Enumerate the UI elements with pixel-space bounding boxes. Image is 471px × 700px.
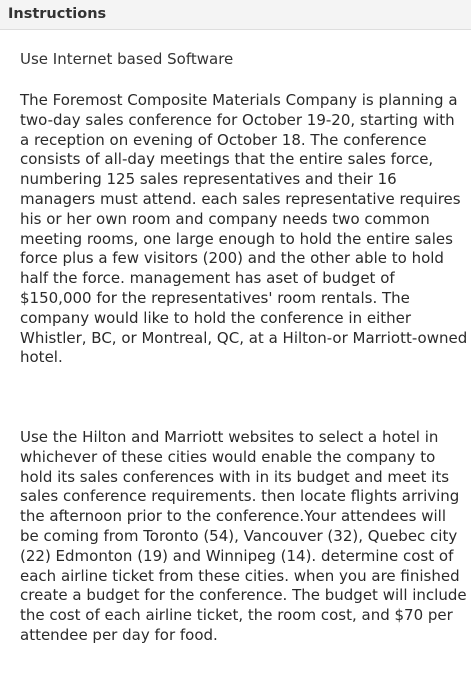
task-instructions-paragraph: Use the Hilton and Marriott websites to select a hotel in whichever of these cities would enable the company to hold its sales conferences with in its budget and meet its sales conference requirements. then locate flights arriving the afternoon prior to the conference.Your attendees will be coming from Toronto (54), Vancouver (32), Quebec city (22) Edmonton (19) and Winnipeg (14). determine cost of each airline ticket from these cities. when you are finished create a budget for the conference. The budget will include the cost of each airline ticket, the room cost, and $70 per attendee per day for food. [20, 428, 467, 644]
instructions-title: Instructions [8, 6, 107, 22]
conference-description-paragraph: The Foremost Composite Materials Company is planning a two-day sales conference for October 19-20, starting with a reception on evening of October 18. The conference consists of all-day meetings that the entire sales force, numbering 125 sales representatives and their 16 managers must attend. each sales representative requires his or her own room and company needs two common meeting rooms, one large enough to hold the entire sales force plus a few visitors (200) and the other able to hold half the force. management has aset of budget of $150,000 for the representatives' room rentals. The company would like to hold the conference in either Whistler, BC, or Montreal, QC, at a Hilton-or Marriott-owned hotel. [20, 91, 468, 367]
software-note: Use Internet based Software [20, 50, 234, 68]
instructions-header [0, 0, 471, 30]
